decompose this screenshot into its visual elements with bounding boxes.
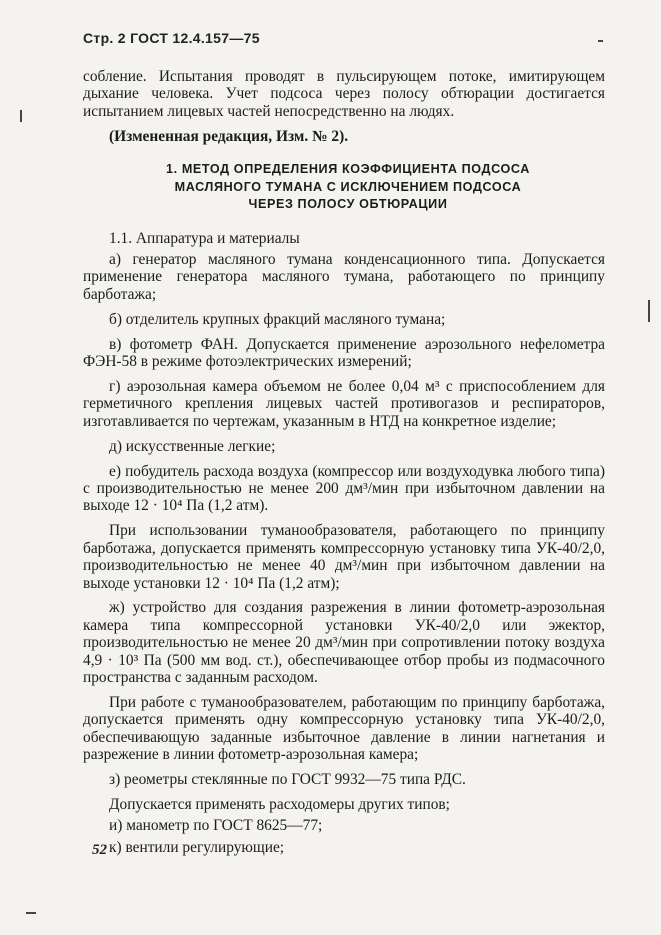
note-paragraph: При использовании туманообразователя, работающего по принципу барботажа, допускается применять компрессорную установку типа УК-40/2,0, производительностью не менее 40 дм³/мин при избыточном давлении на выходе установки 12 · 10⁴ Па (1,2 атм); xyxy=(83,522,605,592)
list-item-z: з) реометры стеклянные по ГОСТ 9932—75 типа РДС. xyxy=(109,771,466,789)
list-item-d: д) искусственные легкие; xyxy=(109,437,276,455)
scan-mark xyxy=(26,912,36,914)
section-heading-line: МАСЛЯНОГО ТУМАНА С ИСКЛЮЧЕНИЕМ ПОДСОСА xyxy=(174,179,522,194)
list-item-g: г) аэрозольная камера объемом не более 0,04 м³ с приспособлением для герметичного крепления лицевых частей противогазов и респираторов, изготавливается по чертежам, указанным в НТД на конкретное изделие; xyxy=(83,377,605,430)
scan-mark xyxy=(20,110,22,122)
running-head: Стр. 2 ГОСТ 12.4.157—75 xyxy=(83,30,260,46)
list-item-b: б) отделитель крупных фракций масляного тумана; xyxy=(109,310,446,328)
list-item-e: е) побудитель расхода воздуха (компрессор или воздуходувка любого типа) с производительностью не менее 200 дм³/мин при избыточном давлении на выходе 12 · 10⁴ Па (1,2 атм). xyxy=(83,462,605,515)
revision-note: (Измененная редакция, Изм. № 2). xyxy=(109,127,349,145)
scan-mark xyxy=(648,300,650,322)
page-number: 52 xyxy=(92,842,107,858)
intro-paragraph: собление. Испытания проводят в пульсирующем потоке, имитирующем дыхание человека. Учет подсоса через полосу обтюрации достигается испытанием лицевых частей непосредственно на людях. xyxy=(83,68,605,120)
note-paragraph: При работе с туманообразователем, работающим по принципу барботажа, допускается применять одну компрессорную установку типа УК-40/2,0, обеспечивающую заданные избыточное давление в линии нагнетания и разрежение в линии фотометр-аэрозольная камера; xyxy=(83,693,605,764)
list-item-zh: ж) устройство для создания разрежения в линии фотометр-аэрозольная камера типа компрессорной установки УК-40/2,0 или эжектор, производительностью не менее 20 дм³/мин при сопротивлении потоку воздуха 4,9 · 10³ Па (500 мм вод. ст.), обеспечивающее отбор пробы из подмасочного пространства с заданным расходом. xyxy=(83,599,605,687)
list-item-a: а) генератор масляного тумана конденсационного типа. Допускается применение генератора масляного тумана, работающего по принципу барботажа; xyxy=(83,251,605,303)
list-item-v: в) фотометр ФАН. Допускается применение аэрозольного нефелометра ФЭН-58 в режиме фотоэлектрических измерений; xyxy=(83,335,605,371)
section-heading-line: 1. МЕТОД ОПРЕДЕЛЕНИЯ КОЭФФИЦИЕНТА ПОДСОСА xyxy=(166,162,530,177)
clause-1-1: 1.1. Аппаратура и материалы xyxy=(109,229,300,247)
list-item-k: к) вентили регулирующие; xyxy=(109,838,285,856)
scan-mark xyxy=(598,40,603,42)
section-heading xyxy=(83,161,605,214)
body-text xyxy=(83,68,605,860)
list-item-i: и) манометр по ГОСТ 8625—77; xyxy=(109,817,323,835)
section-heading-line: ЧЕРЕЗ ПОЛОСУ ОБТЮРАЦИИ xyxy=(248,197,448,212)
note-paragraph: Допускается применять расходомеры других типов; xyxy=(109,796,450,813)
